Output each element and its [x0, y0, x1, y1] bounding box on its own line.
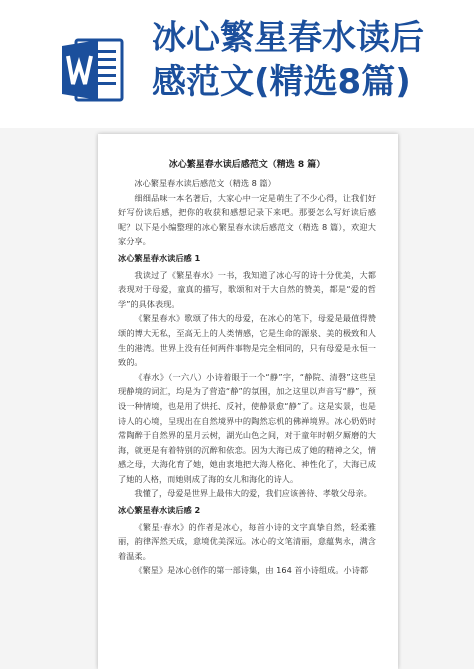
title-line-2: 感范文(精选8篇) [152, 62, 411, 102]
header-banner [0, 0, 474, 128]
section-heading-2: 冰心繁星春水读后感 2 [118, 505, 201, 516]
document-content [118, 158, 376, 578]
section1-paragraph-3: 《春水》（一六八）小诗着眼于一个“静”字，“静院、清磬”这些呈现静境的词汇，均是为了营造“静”的氛围，加之这里以声音写“静”，预设一种情境，也是用了烘托、反衬，使静景愈“静”了。这是实景，也是诗人的心境，呈现出在自然境界中的陶然忘机的佛禅境界。冰心奶奶时常陶醉于自然界的星月云树，湖光山色之间，对于童年时朝夕厮磨的大海，就更是有着特别的沉醉和依恋。因为大海已成了她的精神之父，情感之母，大海化育了她，她由衷地把大海人格化、神性化了，大海已成了她的人格，而她则成了海的女儿和海化的诗人。 [118, 371, 376, 484]
section1-paragraph-2: 《繁星春水》歌颂了伟大的母爱，在冰心的笔下，母爱是最值得赞颂的博大无私，至高无上的人类情感，它是生命的源泉、美的极致和人生的港湾。世界上没有任何两件事物是完全相同的，只有母爱是永恒一致的。 [118, 313, 376, 368]
title-line-1: 冰心繁星春水读后 [152, 18, 424, 58]
section1-paragraph-1: 我读过了《繁星春水》一书，我知道了冰心写的诗十分优美，大都表现对于母爱，童真的描写，歌颂和对于大自然的赞美，都是“爱的哲学”的具体表现。 [118, 269, 376, 309]
section-heading-1: 冰心繁星春水读后感 1 [118, 252, 201, 263]
intro-paragraph-2: 细细品味一本名著后，大家心中一定是萌生了不少心得，让我们好好写份读后感，把你的收获和感想记录下来吧。那要怎么写好读后感呢？以下是小编整理的冰心繁星春水读后感范文（精选 8 篇），欢迎大家分享。 [118, 192, 376, 247]
document-page [98, 134, 398, 669]
section2-paragraph-2: 《繁星》是冰心创作的第一部诗集，由 164 首小诗组成。小诗都 [134, 565, 369, 576]
document-title: 冰心繁星春水读后感范文（精选 8 篇） [168, 160, 326, 170]
page-title [152, 16, 462, 104]
section2-paragraph-1: 《繁星·春水》的作者是冰心，每首小诗的文字真挚自然，轻柔雅丽，韵律浑然天成，意境优美深远。冰心的文笔清丽，意蕴隽永，满含着温柔。 [118, 521, 376, 561]
intro-paragraph-1: 冰心繁星春水读后感范文（精选 8 篇） [134, 178, 276, 188]
section1-paragraph-4: 我懂了，母爱是世界上最伟大的爱，我们应该善待、孝敬父母亲。 [134, 488, 372, 499]
word-document-icon [60, 36, 124, 104]
